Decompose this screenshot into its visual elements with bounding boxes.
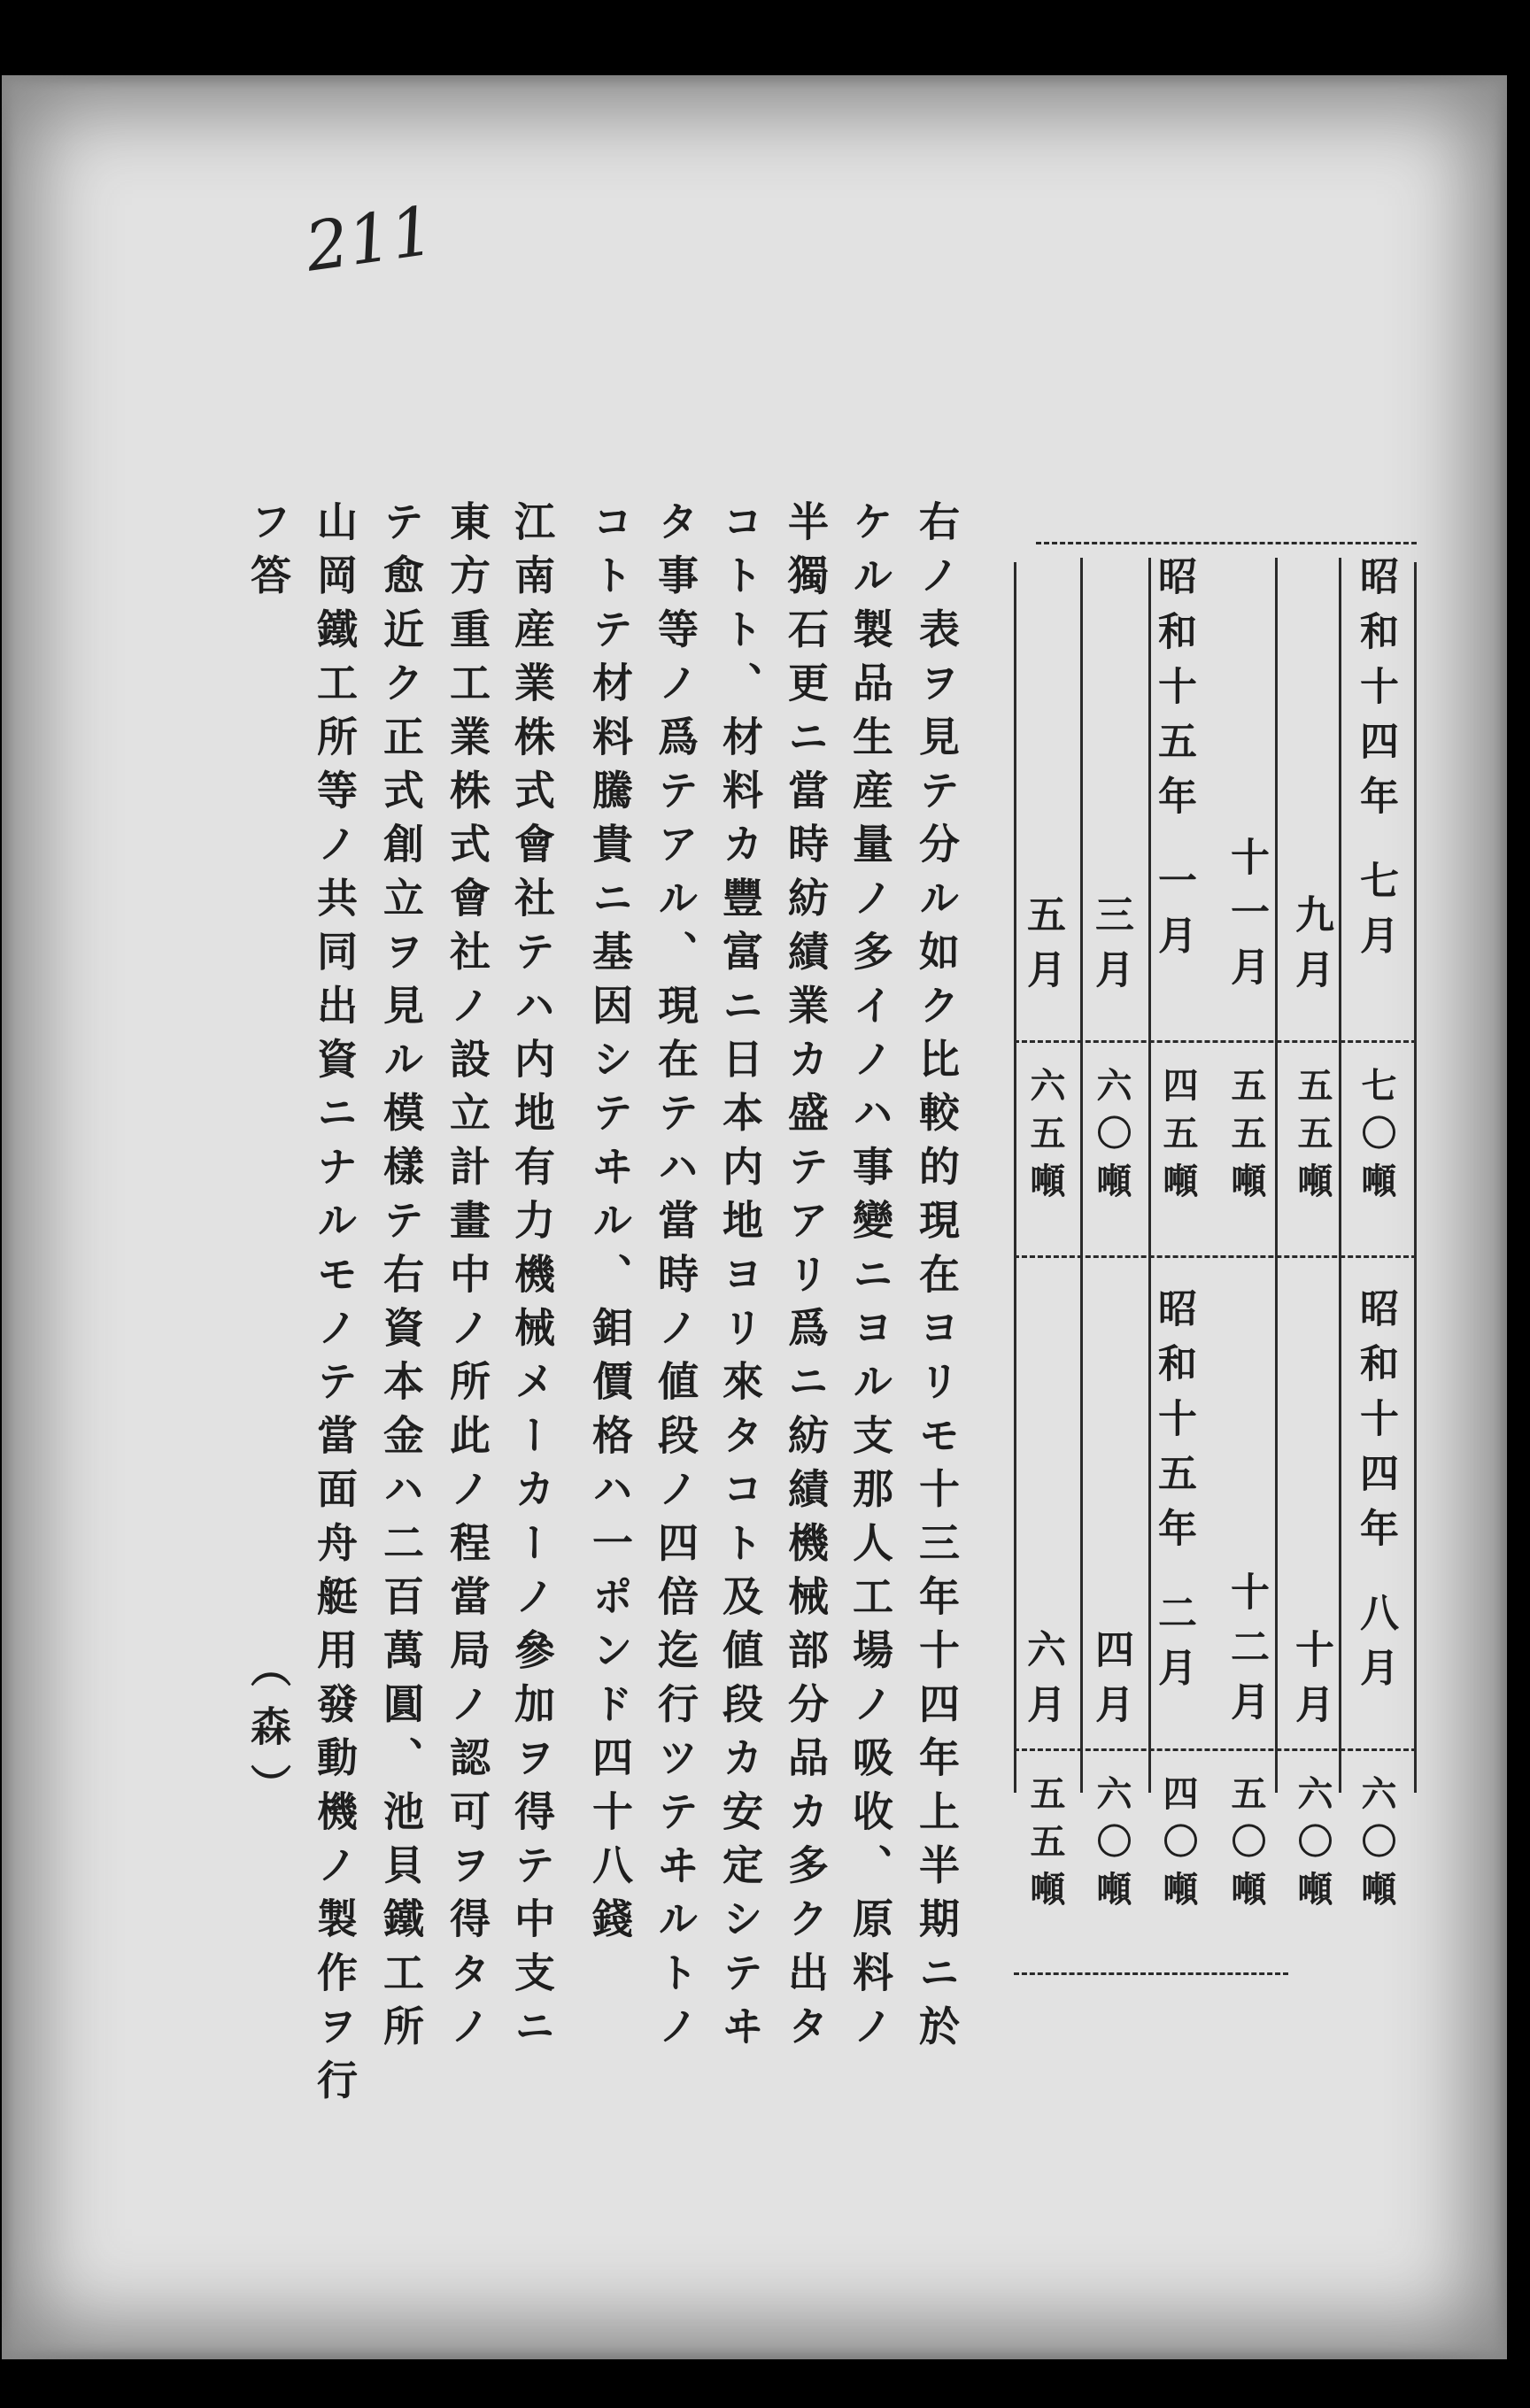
table-period: 六月 bbox=[1020, 1629, 1065, 1739]
table-rule bbox=[1275, 558, 1278, 1793]
table-amount: 六〇噸 bbox=[1356, 1775, 1397, 1918]
table-rule bbox=[1014, 1748, 1417, 1751]
body-line: 半獨石更ニ當時紡績業カ盛テアリ爲ニ紡績機械部分品カ多ク出タ bbox=[782, 500, 830, 2059]
table-amount: 四〇噸 bbox=[1157, 1775, 1199, 1918]
table-amount: 五〇噸 bbox=[1225, 1775, 1267, 1918]
table-amount: 四五噸 bbox=[1157, 1067, 1199, 1210]
handwritten-page-number: 211 bbox=[300, 190, 439, 287]
table-period: 昭和十四年 八月 bbox=[1353, 1288, 1398, 1702]
table-amount: 五五噸 bbox=[1292, 1067, 1333, 1210]
body-line: 山岡鐵工所等ノ共同出資ニナルモノテ當面舟艇用發動機ノ製作ヲ行 bbox=[311, 500, 359, 2112]
table-period: 十一月 bbox=[1224, 837, 1269, 1001]
table-rule bbox=[1339, 558, 1341, 1793]
body-line: 右ノ表ヲ見テ分ル如ク比較的現在ヨリモ十三年十四年上半期ニ於 bbox=[913, 500, 961, 2059]
author-signature: （森） bbox=[244, 1647, 292, 1822]
table-period: 昭和十四年 七月 bbox=[1353, 556, 1398, 970]
body-line: 江南産業株式會社テハ内地有力機械メーカーノ參加ヲ得テ中支ニ bbox=[508, 500, 556, 2059]
table-amount: 六〇噸 bbox=[1091, 1775, 1132, 1918]
table-period: 五月 bbox=[1020, 894, 1065, 1004]
table-period: 昭和十五年 一月 bbox=[1151, 556, 1196, 970]
table-amount: 六五噸 bbox=[1024, 1067, 1066, 1210]
table-rule bbox=[1414, 562, 1417, 1793]
table-period: 九月 bbox=[1288, 894, 1333, 1004]
body-line: 東方重工業株式會社ノ設立計畫中ノ所此ノ程當局ノ認可ヲ得タノ bbox=[444, 500, 491, 2059]
table-amount: 五五噸 bbox=[1024, 1775, 1066, 1918]
table-amount: 七〇噸 bbox=[1356, 1067, 1397, 1210]
body-line: タ事等ノ爲テアル、現在テハ當時ノ値段ノ四倍迄行ツテヰルトノ bbox=[652, 500, 699, 2059]
table-rule bbox=[1014, 1040, 1417, 1043]
table-period: 十二月 bbox=[1224, 1571, 1269, 1736]
table-amount: 六〇噸 bbox=[1091, 1067, 1132, 1210]
table-rule bbox=[1080, 558, 1083, 1793]
body-line: フ答 bbox=[244, 500, 292, 608]
table-period: 昭和十五年 二月 bbox=[1151, 1288, 1196, 1702]
table-period: 三月 bbox=[1088, 894, 1133, 1004]
table-amount: 五五噸 bbox=[1225, 1067, 1267, 1210]
table-period: 四月 bbox=[1088, 1629, 1133, 1739]
table-rule bbox=[1036, 542, 1417, 544]
table-rule bbox=[1014, 562, 1016, 1793]
table-rule bbox=[1014, 1255, 1417, 1258]
table-rule bbox=[1014, 1972, 1288, 1975]
body-line: コトト、材料カ豐富ニ日本内地ヨリ來タコト及値段カ安定シテヰ bbox=[716, 500, 764, 2059]
table-amount: 六〇噸 bbox=[1292, 1775, 1333, 1918]
body-line: テ愈近ク正式創立ヲ見ル模樣テ右資本金ハ二百萬圓、池貝鐵工所 bbox=[377, 500, 425, 2059]
body-line: ケル製品生産量ノ多イノハ事變ニヨル支那人工場ノ吸收、原料ノ bbox=[846, 500, 894, 2059]
body-line: コトテ材料騰貴ニ基因シテヰル、鉬價格ハ一ポンド四十八錢 bbox=[586, 500, 634, 1951]
table-period: 十月 bbox=[1288, 1629, 1333, 1739]
